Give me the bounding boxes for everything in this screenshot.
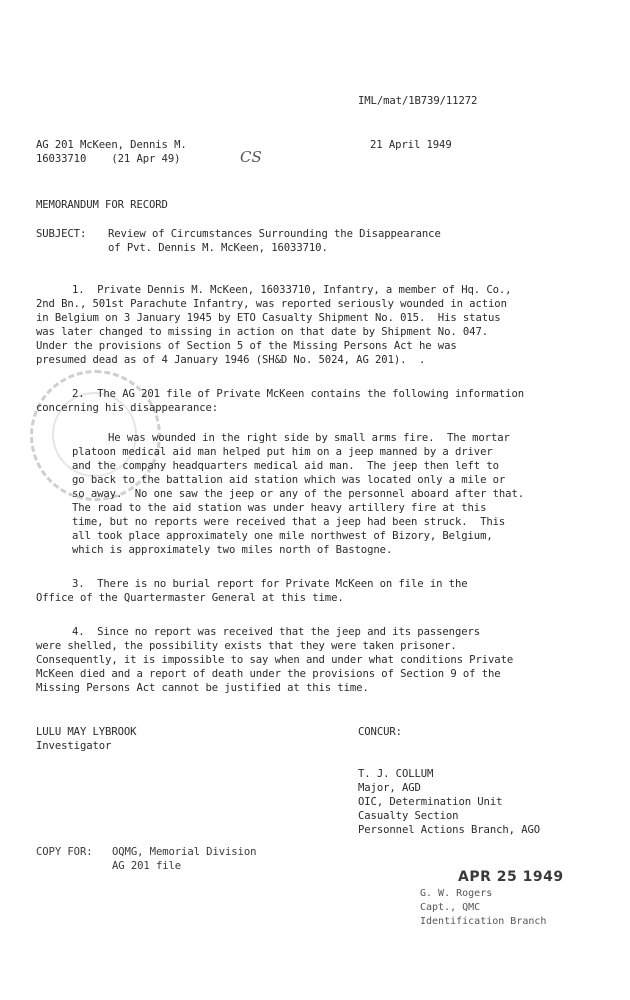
file-reference: IML/mat/1B739/11272 bbox=[358, 95, 478, 107]
stamp-line: Identification Branch bbox=[420, 916, 547, 927]
ag-line-1: AG 201 McKeen, Dennis M. bbox=[36, 139, 187, 151]
paragraph-4-line: Missing Persons Act cannot be justified at this time. bbox=[36, 682, 369, 694]
quote-line: and the company headquarters medical aid man. The jeep then left to bbox=[72, 460, 499, 472]
concur-label: CONCUR: bbox=[358, 726, 402, 738]
paragraph-1-line: was later changed to missing in action on that date by Shipment No. 047. bbox=[36, 326, 489, 338]
paragraph-1-line: in Belgium on 3 January 1945 by ETO Casualty Shipment No. 015. His status bbox=[36, 312, 501, 324]
concur-line: Personnel Actions Branch, AGO bbox=[358, 824, 541, 836]
quote-line: He was wounded in the right side by small arms fire. The mortar bbox=[108, 432, 510, 444]
paragraph-3-line: 3. There is no burial report for Private McKeen on file in the bbox=[72, 578, 468, 590]
investigator-name: LULU MAY LYBROOK bbox=[36, 726, 137, 738]
concur-line: T. J. COLLUM bbox=[358, 768, 434, 780]
paragraph-4-line: McKeen died and a report of death under the provisions of Section 9 of the bbox=[36, 668, 501, 680]
paragraph-4-line: were shelled, the possibility exists that they were taken prisoner. bbox=[36, 640, 457, 652]
concur-line: Casualty Section bbox=[358, 810, 459, 822]
stamp-line: Capt., QMC bbox=[420, 902, 481, 913]
paragraph-1-line: presumed dead as of 4 January 1946 (SH&D No. 5024, AG 201). . bbox=[36, 354, 426, 366]
handwritten-initials: CS bbox=[240, 148, 262, 166]
concur-line: OIC, Determination Unit bbox=[358, 796, 503, 808]
paragraph-1-line: Under the provisions of Section 5 of the Missing Persons Act he was bbox=[36, 340, 457, 352]
paragraph-3-line: Office of the Quartermaster General at this time. bbox=[36, 592, 344, 604]
subject-line-2: of Pvt. Dennis M. McKeen, 16033710. bbox=[108, 242, 328, 254]
quote-line: platoon medical aid man helped put him on a jeep manned by a driver bbox=[72, 446, 493, 458]
paragraph-4-line: Consequently, it is impossible to say when and under what conditions Private bbox=[36, 654, 514, 666]
copy-for-label: COPY FOR: bbox=[36, 846, 93, 858]
quote-line: all took place approximately one mile northwest of Bizory, Belgium, bbox=[72, 530, 493, 542]
quote-line: The road to the aid station was under heavy artillery fire at this bbox=[72, 502, 487, 514]
paragraph-1-line: 1. Private Dennis M. McKeen, 16033710, Infantry, a member of Hq. Co., bbox=[72, 284, 512, 296]
quote-line: time, but no reports were received that a jeep had been struck. This bbox=[72, 516, 506, 528]
paragraph-2-line: 2. The AG 201 file of Private McKeen contains the following information bbox=[72, 388, 525, 400]
received-date-stamp: APR 25 1949 bbox=[458, 869, 564, 885]
investigator-title: Investigator bbox=[36, 740, 112, 752]
ag-line-2: 16033710 (21 Apr 49) bbox=[36, 153, 181, 165]
concur-line: Major, AGD bbox=[358, 782, 421, 794]
memo-title: MEMORANDUM FOR RECORD bbox=[36, 199, 168, 211]
quote-line: so away. No one saw the jeep or any of the personnel aboard after that. bbox=[72, 488, 525, 500]
copy-for-line-2: AG 201 file bbox=[112, 860, 182, 872]
quote-line: go back to the battalion aid station which was located only a mile or bbox=[72, 474, 506, 486]
subject-label: SUBJECT: bbox=[36, 228, 87, 240]
paragraph-1-line: 2nd Bn., 501st Parachute Infantry, was reported seriously wounded in action bbox=[36, 298, 507, 310]
paragraph-4-line: 4. Since no report was received that the jeep and its passengers bbox=[72, 626, 481, 638]
paragraph-2-line: concerning his disappearance: bbox=[36, 402, 219, 414]
copy-for-line-1: OQMG, Memorial Division bbox=[112, 846, 257, 858]
subject-line-1: Review of Circumstances Surrounding the Disappearance bbox=[108, 228, 441, 240]
quote-line: which is approximately two miles north of Bastogne. bbox=[72, 544, 393, 556]
stamp-line: G. W. Rogers bbox=[420, 888, 493, 899]
memo-date: 21 April 1949 bbox=[370, 139, 452, 151]
